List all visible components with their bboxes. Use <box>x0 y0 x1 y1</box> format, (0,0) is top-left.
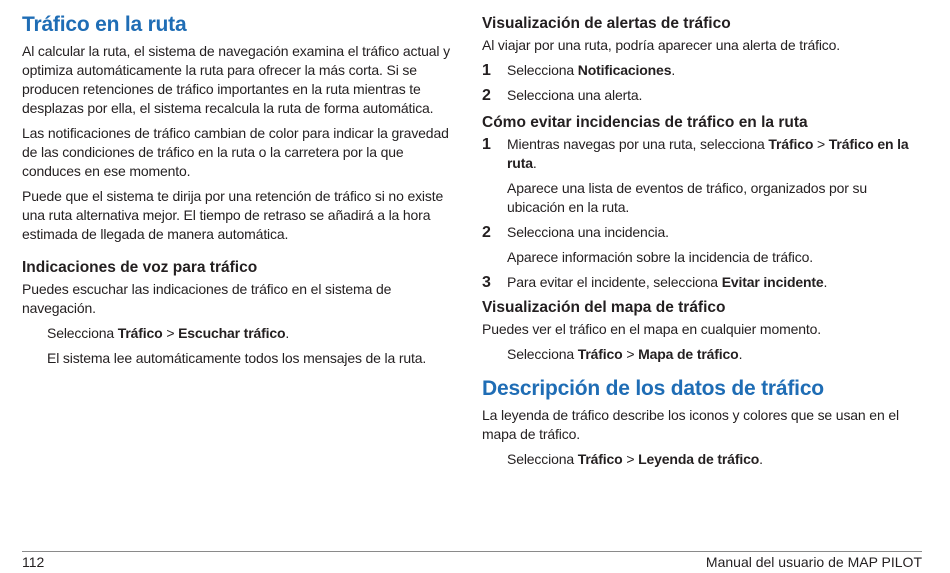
manual-title: Manual del usuario de MAP PILOT <box>705 554 922 570</box>
legend-intro: La leyenda de tráfico describe los iconos y colores que se usan en el mapa de tráfico. <box>482 407 899 442</box>
left-column <box>22 12 454 374</box>
traffic-map-intro: Puedes ver el tráfico en el mapa en cualquier momento. <box>482 321 821 337</box>
alerts-intro: Al viajar por una ruta, podría aparecer una alerta de tráfico. <box>482 37 841 53</box>
menu-traffic: Tráfico <box>577 346 623 362</box>
footer-divider <box>22 551 922 552</box>
step-text: Mientras navegas por una ruta, selecciona Tráfico > Tráfico en la ruta. <box>507 136 909 171</box>
section-title-traffic-data: Descripción de los datos de tráfico <box>482 377 824 400</box>
traffic-legend-section <box>482 376 922 469</box>
menu-listen-traffic: Escuchar tráfico <box>178 325 286 341</box>
step-text: Selecciona Notificaciones. <box>507 62 676 78</box>
voice-result: El sistema lee automáticamente todos los mensajes de la ruta. <box>47 350 427 366</box>
menu-traffic-map: Mapa de tráfico <box>638 346 739 362</box>
traffic-map-heading: Visualización del mapa de tráfico <box>482 299 726 316</box>
step-result: Aparece información sobre la incidencia de tráfico. <box>507 249 813 265</box>
voice-instruction: Selecciona Tráfico > Escuchar tráfico. <box>47 325 290 341</box>
step-text: Para evitar el incidente, selecciona Evitar incidente. <box>507 274 828 290</box>
step <box>482 273 922 292</box>
menu-traffic: Tráfico <box>577 451 623 467</box>
menu-notifications: Notificaciones <box>577 62 672 78</box>
section-title-traffic-on-route: Tráfico en la ruta <box>22 13 187 36</box>
avoid-section <box>482 113 922 292</box>
step-number: 2 <box>482 87 491 104</box>
menu-traffic-legend: Leyenda de tráfico <box>638 451 760 467</box>
paragraph: Las notificaciones de tráfico cambian de color para indicar la gravedad de las condiciones de tráfico en la ruta o la carretera por la que conduces en ese momento. <box>22 125 449 179</box>
legend-instruction: Selecciona Tráfico > Leyenda de tráfico. <box>507 451 763 467</box>
paragraph: Al calcular la ruta, el sistema de navegación examina el tráfico actual y optimiza automáticamente la ruta para ofrecer la más corta. Si se producen retenciones de tráfico importantes en la ruta mientras te desplazas por ella, el sistema recalcula la ruta de forma automática. <box>22 43 450 116</box>
voice-heading: Indicaciones de voz para tráfico <box>22 259 258 276</box>
step-number: 3 <box>482 274 491 291</box>
traffic-map-section <box>482 298 922 364</box>
step-result: Aparece una lista de eventos de tráfico, organizados por su ubicación en la ruta. <box>507 180 868 215</box>
voice-intro: Puedes escuchar las indicaciones de tráfico en el sistema de navegación. <box>22 281 392 316</box>
menu-traffic: Tráfico <box>768 136 814 152</box>
step <box>482 86 922 105</box>
page-number: 112 <box>22 554 45 570</box>
step <box>482 223 922 242</box>
step-number: 1 <box>482 62 491 79</box>
step <box>482 61 922 80</box>
menu-traffic: Tráfico <box>117 325 163 341</box>
avoid-heading: Cómo evitar incidencias de tráfico en la ruta <box>482 114 808 131</box>
menu-traffic-on-route: Tráfico en la ruta <box>507 136 909 171</box>
step-text: Selecciona una alerta. <box>507 87 643 103</box>
alerts-section <box>482 14 922 105</box>
menu-avoid-incident: Evitar incidente <box>721 274 824 290</box>
alerts-heading: Visualización de alertas de tráfico <box>482 15 731 32</box>
right-column <box>482 14 922 475</box>
traffic-map-instruction: Selecciona Tráfico > Mapa de tráfico. <box>507 346 743 362</box>
step-number: 1 <box>482 136 491 153</box>
voice-section <box>22 258 454 368</box>
paragraph: Puede que el sistema te dirija por una retención de tráfico si no existe una ruta alternativa mejor. El tiempo de retraso se añadirá a la hora estimada de llegada de manera automática. <box>22 188 444 242</box>
step <box>482 135 922 173</box>
step-number: 2 <box>482 224 491 241</box>
step-text: Selecciona una incidencia. <box>507 224 669 240</box>
